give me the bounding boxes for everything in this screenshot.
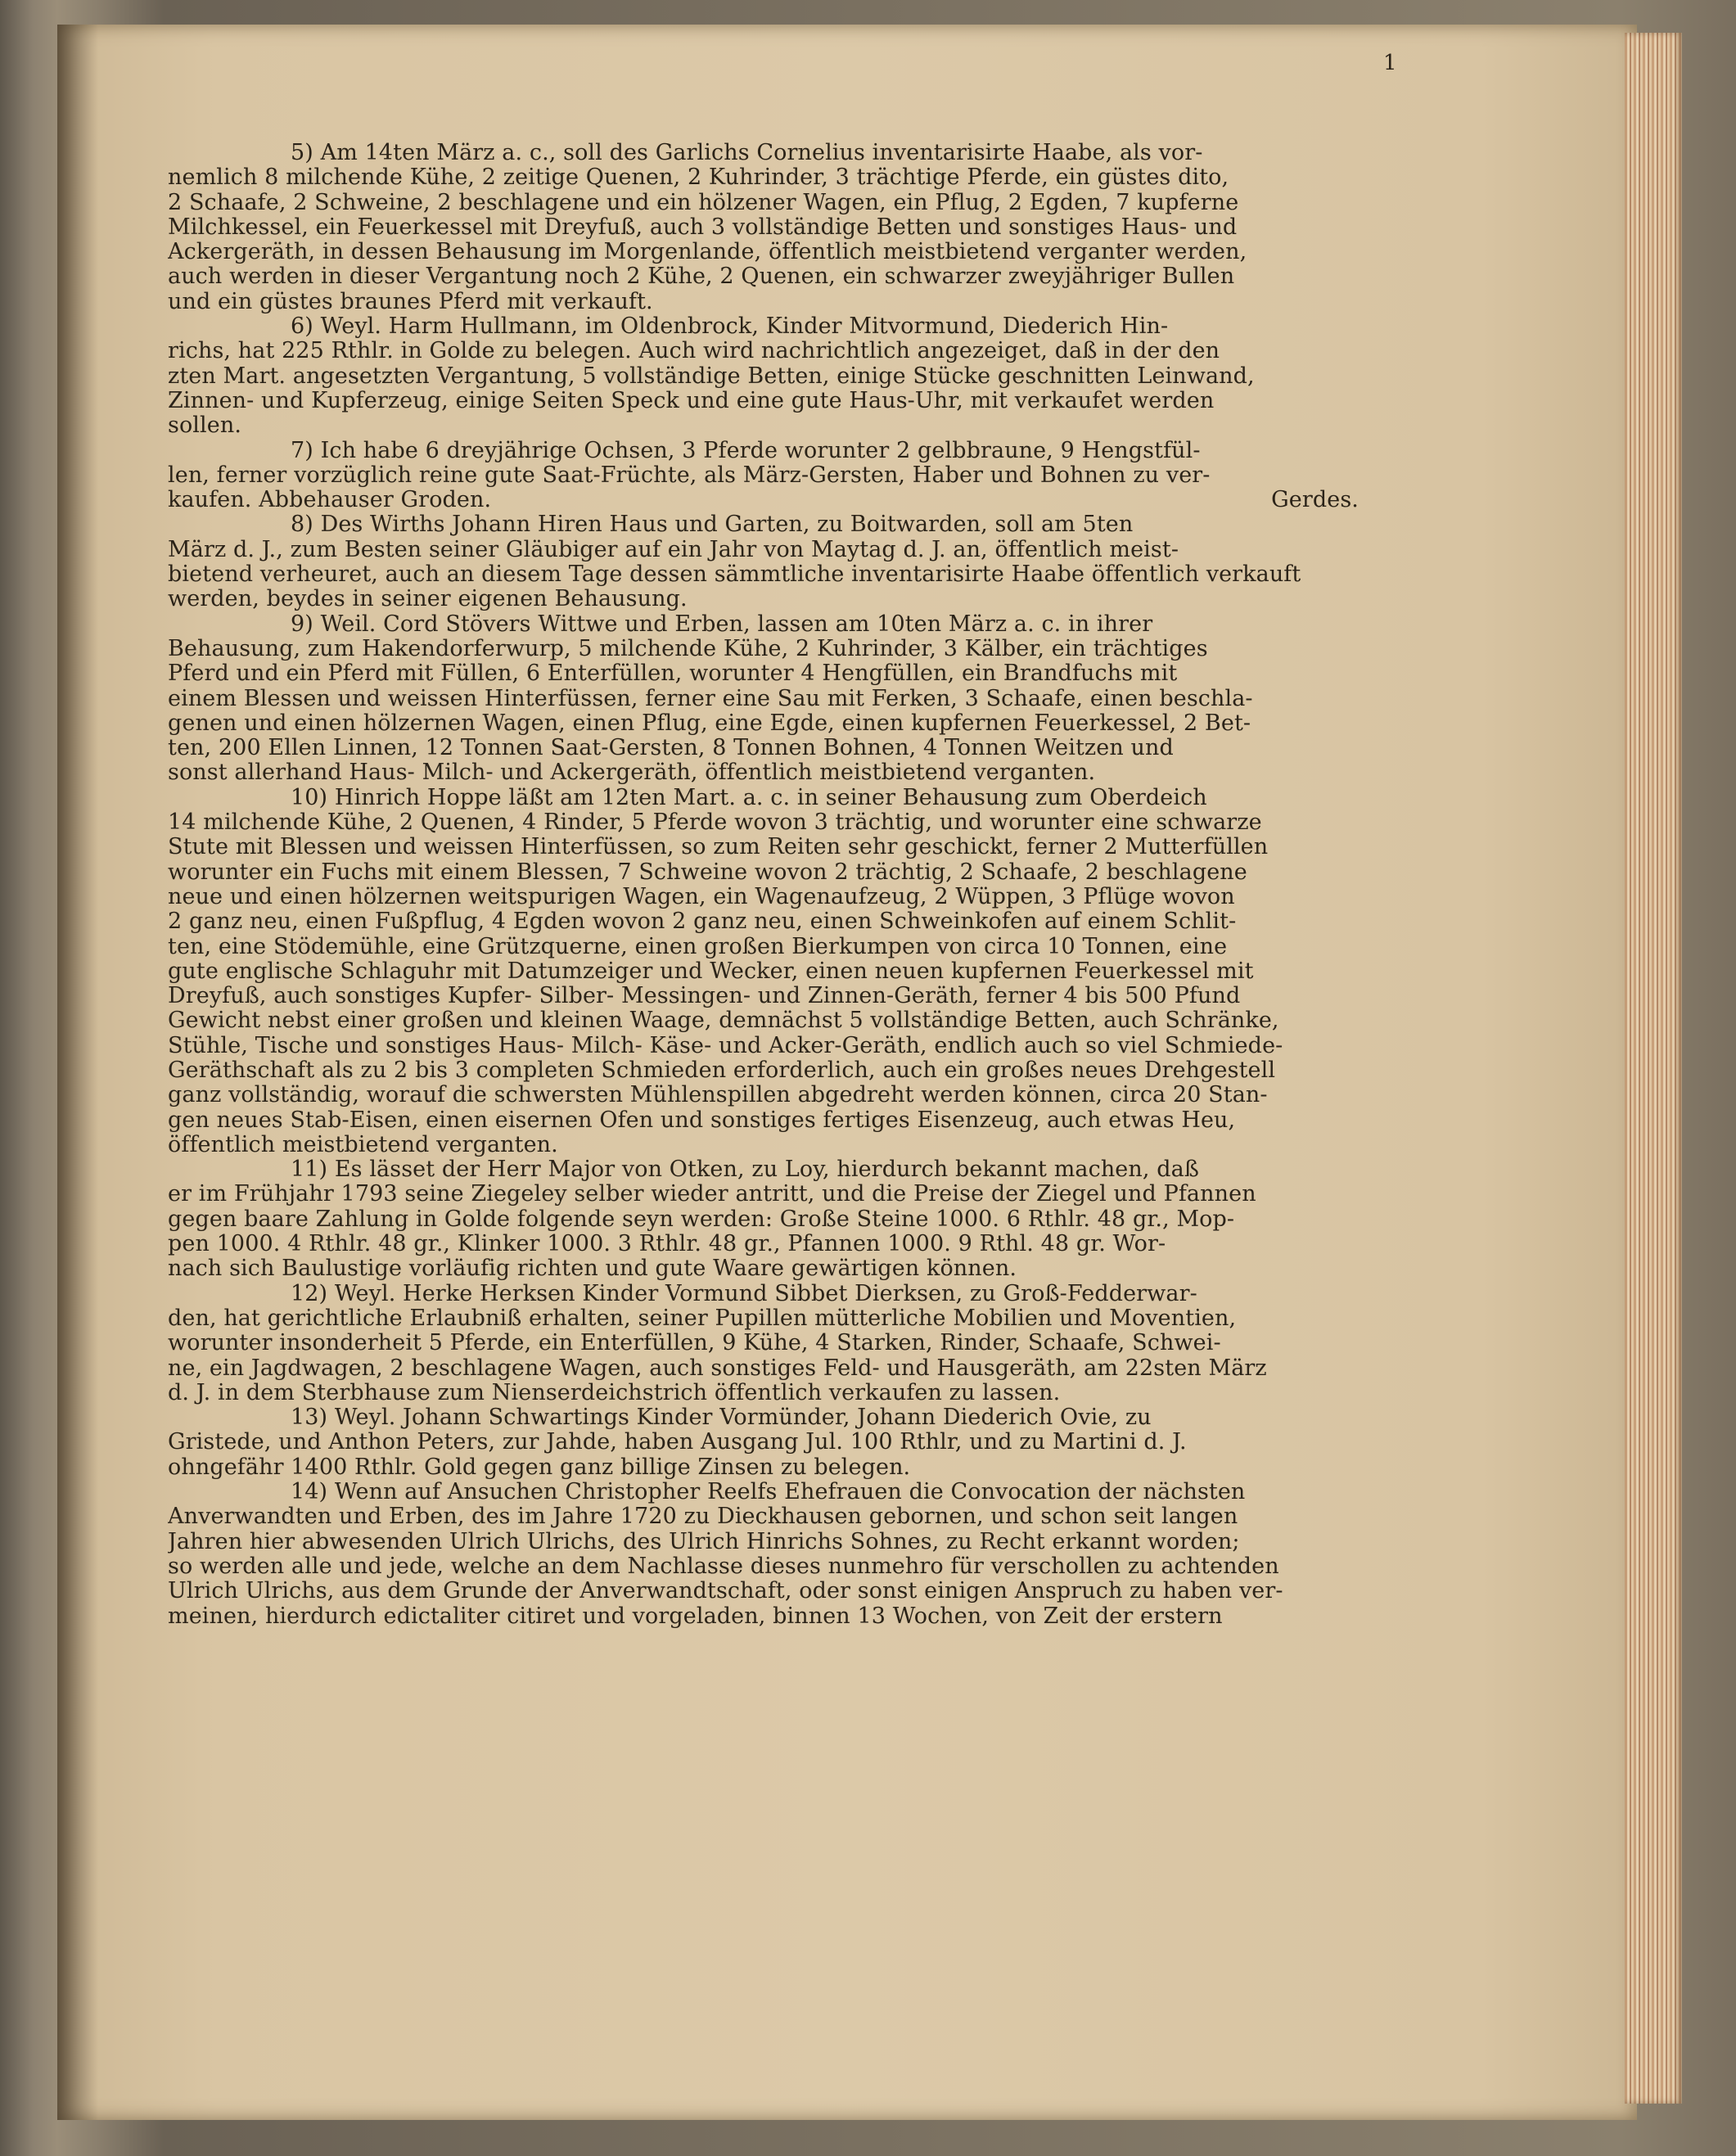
text-line: neue und einen hölzernen weitspurigen Wagen, ein Wagenaufzeug, 2 Wüppen, 3 Pflüge wovon — [168, 884, 1235, 909]
text-line: März d. J., zum Besten seiner Gläubiger auf ein Jahr von Maytag d. J. an, öffentlich meist- — [168, 537, 1179, 562]
text-line: den, hat gerichtliche Erlaubniß erhalten, seiner Pupillen mütterliche Mobilien und Moventien, — [168, 1306, 1237, 1331]
text-line: bietend verheuret, auch an diesem Tage dessen sämmtliche inventarisirte Haabe öffentlich verkauft — [168, 562, 1301, 588]
text-line: pen 1000. 4 Rthlr. 48 gr., Klinker 1000. 3 Rthlr. 48 gr., Pfannen 1000. 9 Rthl. 48 gr. Wor- — [168, 1232, 1166, 1257]
text-line: 12) Weyl. Herke Herksen Kinder Vormund Sibbet Dierksen, zu Groß-Fedderwar- — [291, 1281, 1197, 1306]
text-line: nach sich Baulustige vorläufig richten und gute Waare gewärtigen können. — [168, 1256, 1017, 1282]
page-number-mark: 1 — [1383, 51, 1397, 75]
text-line: len, ferner vorzüglich reine gute Saat-Früchte, als März-Gersten, Haber und Bohnen zu ver- — [168, 462, 1211, 488]
text-line: einem Blessen und weissen Hinterfüssen, ferner eine Sau mit Ferken, 3 Schaafe, einen beschla- — [168, 686, 1253, 711]
text-line: richs, hat 225 Rthlr. in Golde zu belegen. Auch wird nachrichtlich angezeiget, daß in der den — [168, 339, 1220, 364]
text-line: er im Frühjahr 1793 seine Ziegeley selber wieder antritt, und die Preise der Ziegel und Pfannen — [168, 1182, 1256, 1207]
notice-paragraph — [168, 786, 1391, 1157]
signature: Gerdes. — [1271, 488, 1359, 513]
text-line: Dreyfuß, auch sonstiges Kupfer- Silber- Messingen- und Zinnen-Geräth, ferner 4 bis 500 Pfund — [168, 984, 1241, 1009]
text-line: 6) Weyl. Harm Hullmann, im Oldenbrock, Kinder Mitvormund, Diederich Hin- — [291, 314, 1169, 340]
text-line: worunter ein Fuchs mit einem Blessen, 7 Schweine wovon 2 trächtig, 2 Schaafe, 2 beschlagene — [168, 859, 1247, 885]
text-line: worunter insonderheit 5 Pferde, ein Enterfüllen, 9 Kühe, 4 Starken, Rinder, Schaafe, Schwei- — [168, 1331, 1221, 1356]
text-line: werden, beydes in seiner eigenen Behausung. — [168, 587, 688, 612]
text-line: kaufen. Abbehauser Groden. — [168, 488, 492, 513]
text-line: und ein güstes braunes Pferd mit verkauft. — [168, 289, 653, 314]
notice-paragraph — [168, 141, 1391, 314]
notice-paragraph — [168, 314, 1391, 438]
text-line: Gewicht nebst einer großen und kleinen Waage, demnächst 5 vollständige Betten, auch Schränke, — [168, 1008, 1279, 1034]
notice-paragraph — [168, 1157, 1391, 1281]
text-line: meinen, hierdurch edictaliter citiret und vorgeladen, binnen 13 Wochen, von Zeit der erstern — [168, 1603, 1223, 1629]
text-line: 2 Schaafe, 2 Schweine, 2 beschlagene und ein hölzener Wagen, ein Pflug, 2 Egden, 7 kupferne — [168, 190, 1239, 215]
text-line: 14) Wenn auf Ansuchen Christopher Reelfs Ehefrauen die Convocation der nächsten — [291, 1480, 1246, 1505]
text-line: Stühle, Tische und sonstiges Haus- Milch- Käse- und Acker-Geräth, endlich auch so viel Schmiede- — [168, 1033, 1283, 1058]
notice-paragraph — [168, 512, 1391, 611]
text-line: 8) Des Wirths Johann Hiren Haus und Garten, zu Boitwarden, soll am 5ten — [291, 512, 1134, 538]
notice-paragraph — [168, 439, 1391, 513]
text-line: gute englische Schlaguhr mit Datumzeiger und Wecker, einen neuen kupfernen Feuerkessel mit — [168, 958, 1254, 984]
text-line: Ackergeräth, in dessen Behausung im Morgenlande, öffentlich meistbietend verganter werden, — [168, 240, 1247, 265]
text-line: Pferd und ein Pferd mit Füllen, 6 Enterfüllen, worunter 4 Hengfüllen, ein Brandfuchs mit — [168, 661, 1178, 687]
text-line: Jahren hier abwesenden Ulrich Ulrichs, des Ulrich Hinrichs Sohnes, zu Recht erkannt worden; — [168, 1529, 1240, 1554]
text-line: Zinnen- und Kupferzeug, einige Seiten Speck und eine gute Haus-Uhr, mit verkaufet werden — [168, 388, 1215, 413]
document-text — [168, 141, 1391, 1629]
text-line: ten, 200 Ellen Linnen, 12 Tonnen Saat-Gersten, 8 Tonnen Bohnen, 4 Tonnen Weitzen und — [168, 736, 1174, 761]
text-line: genen und einen hölzernen Wagen, einen Pflug, eine Egde, einen kupfernen Feuerkessel, 2 Bet- — [168, 710, 1251, 736]
text-line: Behausung, zum Hakendorferwurp, 5 milchende Kühe, 2 Kuhrinder, 3 Kälber, ein trächtiges — [168, 636, 1208, 661]
text-line: 14 milchende Kühe, 2 Quenen, 4 Rinder, 5 Pferde wovon 3 trächtig, und worunter eine schwarze — [168, 810, 1262, 836]
notice-paragraph — [168, 1405, 1391, 1480]
text-line: Milchkessel, ein Feuerkessel mit Dreyfuß, auch 3 vollständige Betten und sonstiges Haus- und — [168, 214, 1238, 240]
text-line: 5) Am 14ten März a. c., soll des Garlichs Cornelius inventarisirte Haabe, als vor- — [291, 141, 1203, 165]
text-line: ohngefähr 1400 Rthlr. Gold gegen ganz billige Zinsen zu belegen. — [168, 1455, 911, 1480]
text-line: nemlich 8 milchende Kühe, 2 zeitige Quenen, 2 Kuhrinder, 3 trächtige Pferde, ein güstes dito, — [168, 165, 1229, 191]
page-gutter-shadow — [57, 25, 98, 2120]
notice-paragraph — [168, 1282, 1391, 1405]
text-line: 11) Es lässet der Herr Major von Otken, zu Loy, hierdurch bekannt machen, daß — [291, 1157, 1199, 1183]
text-line: ganz vollständig, worauf die schwersten Mühlenspillen abgedreht werden können, circa 20 Stan- — [168, 1083, 1268, 1108]
text-line: Geräthschaft als zu 2 bis 3 completen Schmieden erforderlich, auch ein großes neues Drehgestell — [168, 1058, 1276, 1083]
text-line: Gristede, und Anthon Peters, zur Jahde, haben Ausgang Jul. 100 Rthlr, und zu Martini d. J. — [168, 1430, 1187, 1455]
text-line: 7) Ich habe 6 dreyjährige Ochsen, 3 Pferde worunter 2 gelbbraune, 9 Hengstfül- — [291, 438, 1201, 463]
text-line: auch werden in dieser Vergantung noch 2 Kühe, 2 Quenen, ein schwarzer zweyjähriger Bullen — [168, 264, 1235, 290]
text-line: 13) Weyl. Johann Schwartings Kinder Vormünder, Johann Diederich Ovie, zu — [291, 1405, 1152, 1431]
text-line: 9) Weil. Cord Stövers Wittwe und Erben, lassen am 10ten März a. c. in ihrer — [291, 611, 1153, 637]
page-stack-edge — [1625, 33, 1682, 2104]
text-line: gegen baare Zahlung in Golde folgende seyn werden: Große Steine 1000. 6 Rthlr. 48 gr., Mop- — [168, 1207, 1235, 1232]
text-line: gen neues Stab-Eisen, einen eisernen Ofen und sonstiges fertiges Eisenzeug, auch etwas Heu, — [168, 1107, 1236, 1133]
notice-paragraph — [168, 612, 1391, 786]
text-line: d. J. in dem Sterbhause zum Nienserdeichstrich öffentlich verkaufen zu lassen. — [168, 1380, 1061, 1405]
text-line: zten Mart. angesetzten Vergantung, 5 vollständige Betten, einige Stücke geschnitten Leinwand, — [168, 363, 1255, 389]
text-line: Ulrich Ulrichs, aus dem Grunde der Anverwandtschaft, oder sonst einigen Anspruch zu haben ver- — [168, 1579, 1283, 1604]
text-line: sonst allerhand Haus- Milch- und Ackergeräth, öffentlich meistbietend verganten. — [168, 760, 1096, 786]
notice-paragraph — [168, 1480, 1391, 1629]
text-line: ten, eine Stödemühle, eine Grützquerne, einen großen Bierkumpen von circa 10 Tonnen, eine — [168, 934, 1228, 959]
text-line: öffentlich meistbietend verganten. — [168, 1132, 558, 1157]
text-line: 10) Hinrich Hoppe läßt am 12ten Mart. a. c. in seiner Behausung zum Oberdeich — [291, 785, 1207, 810]
text-line: Stute mit Blessen und weissen Hinterfüssen, so zum Reiten sehr geschickt, ferner 2 Mutterfüllen — [168, 835, 1269, 860]
text-line: ne, ein Jagdwagen, 2 beschlagene Wagen, auch sonstiges Feld- und Hausgeräth, am 22sten März — [168, 1355, 1267, 1381]
text-line: so werden alle und jede, welche an dem Nachlasse dieses nunmehro für verschollen zu achtenden — [168, 1554, 1279, 1579]
text-line: Anverwandten und Erben, des im Jahre 1720 zu Dieckhausen gebornen, und schon seit langen — [168, 1504, 1238, 1530]
text-line: 2 ganz neu, einen Fußpflug, 4 Egden wovon 2 ganz neu, einen Schweinkofen auf einem Schlit- — [168, 909, 1237, 935]
text-line: sollen. — [168, 413, 242, 439]
